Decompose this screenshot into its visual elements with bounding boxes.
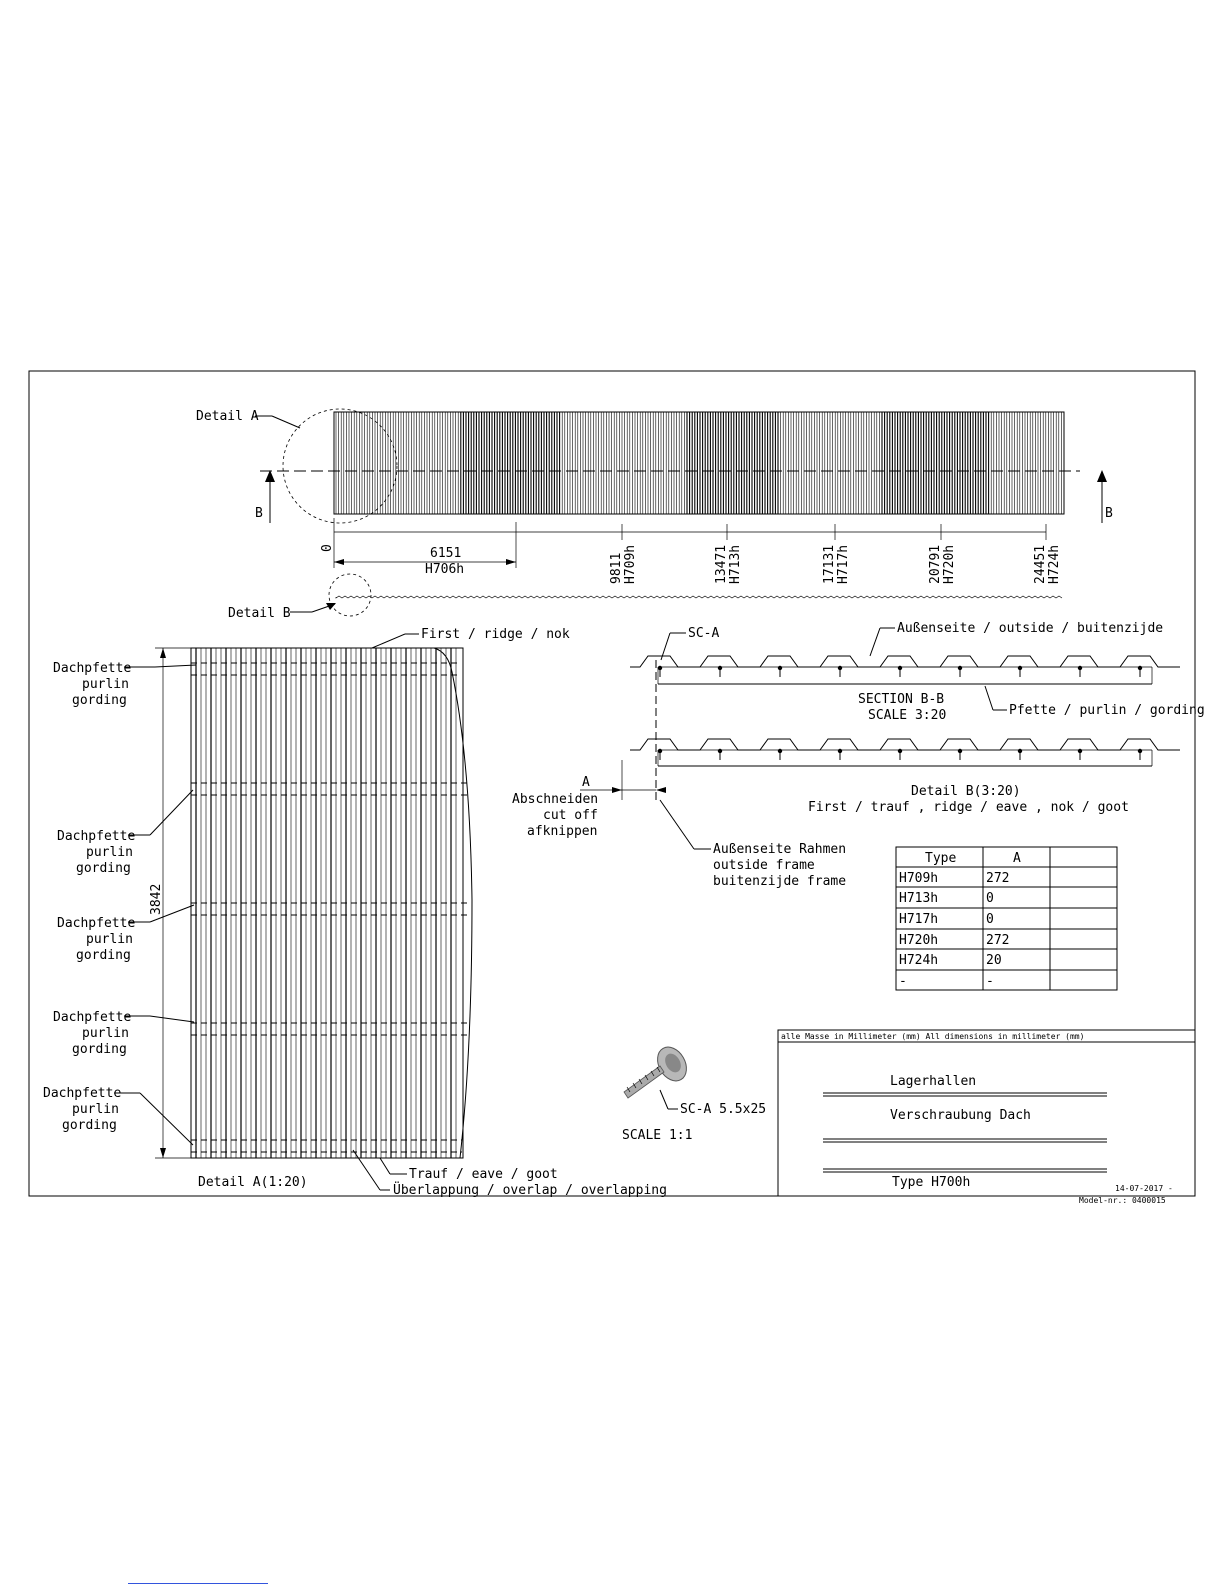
dim-6151-type: H706h (425, 562, 465, 577)
purlin-5-de: Dachpfette (43, 1086, 122, 1101)
cut-dimension-a: A (582, 775, 590, 790)
table-cell: H709h (899, 871, 939, 886)
purlin-1-nl: gording (72, 693, 127, 708)
table-cell: H717h (899, 912, 939, 927)
table-cell: - (899, 974, 907, 989)
dim-13471-value: 13471 (714, 544, 729, 584)
section-b-b (512, 621, 1205, 889)
dim-9811-value: 9811 (609, 552, 624, 584)
purlin-1-en: purlin (82, 677, 129, 692)
purlin-5-nl: gording (62, 1118, 117, 1133)
dim-17131-type: H717h (836, 544, 851, 584)
dim-9811-type: H709h (623, 544, 638, 584)
dim-24451-type: H724h (1047, 544, 1062, 584)
dim-6151-value: 6151 (430, 546, 462, 561)
purlin-2-de: Dachpfette (57, 829, 136, 844)
section-b-right: B (1105, 506, 1113, 521)
dim-zero: 0 (320, 544, 335, 552)
screw-icon (624, 1042, 692, 1098)
purlin-5-en: purlin (72, 1102, 119, 1117)
title-line-1: Lagerhallen (890, 1074, 977, 1089)
purlin-2-nl: gording (76, 861, 131, 876)
overlap-label: Überlappung / overlap / overlapping (393, 1183, 667, 1198)
table-cell: - (986, 974, 994, 989)
table-cell: H724h (899, 953, 939, 968)
detail-b-subtitle: First / trauf , ridge / eave , nok / goot (808, 800, 1129, 815)
section-title: SECTION B-B (858, 692, 945, 707)
title-line-2: Verschraubung Dach (890, 1108, 1031, 1123)
model-number: Model-nr.: 0400015 (1079, 1196, 1166, 1205)
table-header-a: A (1013, 851, 1021, 866)
purlin-3-de: Dachpfette (57, 916, 136, 931)
table-cell: 272 (986, 933, 1010, 948)
detail-a-view (43, 627, 667, 1198)
detail-b-title: Detail B(3:20) (911, 784, 1021, 799)
ridge-label: First / ridge / nok (421, 627, 570, 642)
dim-20791-value: 20791 (928, 544, 943, 584)
section-b-left: B (255, 506, 263, 521)
purlin-4-en: purlin (82, 1026, 129, 1041)
table-cell: H720h (899, 933, 939, 948)
units-note: alle Masse in Millimeter (mm) All dimensions in millimeter (mm) (781, 1032, 1085, 1041)
cut-off-en: cut off (543, 808, 598, 823)
table-header-type: Type (925, 851, 957, 866)
outside-label: Außenseite / outside / buitenzijde (897, 621, 1164, 636)
frame-en: outside frame (713, 858, 815, 873)
detail-b-marker (329, 574, 371, 616)
purlin-1-de: Dachpfette (53, 661, 132, 676)
footer-link-underline[interactable] (128, 1583, 268, 1584)
sc-a-label: SC-A (688, 626, 720, 641)
eave-label: Trauf / eave / goot (409, 1167, 558, 1182)
dim-13471-type: H713h (728, 544, 743, 584)
detail-a-label: Detail A (196, 409, 259, 424)
height-dimension: 3842 (149, 883, 164, 915)
type-table (896, 847, 1117, 990)
screw-scale: SCALE 1:1 (622, 1128, 693, 1143)
purlin-4-nl: gording (72, 1042, 127, 1057)
table-cell: 0 (986, 891, 994, 906)
title-block (778, 1030, 1195, 1205)
frame-de: Außenseite Rahmen (713, 842, 847, 857)
table-cell: 0 (986, 912, 994, 927)
purlin-3-en: purlin (86, 932, 133, 947)
roof-plan-view (196, 409, 1113, 621)
detail-a-scale: Detail A(1:20) (198, 1175, 308, 1190)
dim-24451-value: 24451 (1033, 544, 1048, 584)
pfette-label: Pfette / purlin / gording (1009, 703, 1205, 718)
table-cell: 272 (986, 871, 1010, 886)
detail-a-marker (283, 409, 397, 523)
cut-off-de: Abschneiden (512, 792, 599, 807)
drawing-date: 14-07-2017 - (1115, 1184, 1173, 1193)
screw-label: SC-A 5.5x25 (680, 1102, 767, 1117)
purlin-4-de: Dachpfette (53, 1010, 132, 1025)
table-cell: 20 (986, 953, 1002, 968)
dim-17131-value: 17131 (822, 544, 837, 584)
purlin-2-en: purlin (86, 845, 133, 860)
cut-off-nl: afknippen (527, 824, 598, 839)
table-cell: H713h (899, 891, 939, 906)
title-line-3: Type H700h (892, 1175, 971, 1190)
purlin-3-nl: gording (76, 948, 131, 963)
section-scale: SCALE 3:20 (868, 708, 947, 723)
frame-nl: buitenzijde frame (713, 874, 847, 889)
detail-b-label: Detail B (228, 606, 291, 621)
dim-20791-type: H720h (942, 544, 957, 584)
